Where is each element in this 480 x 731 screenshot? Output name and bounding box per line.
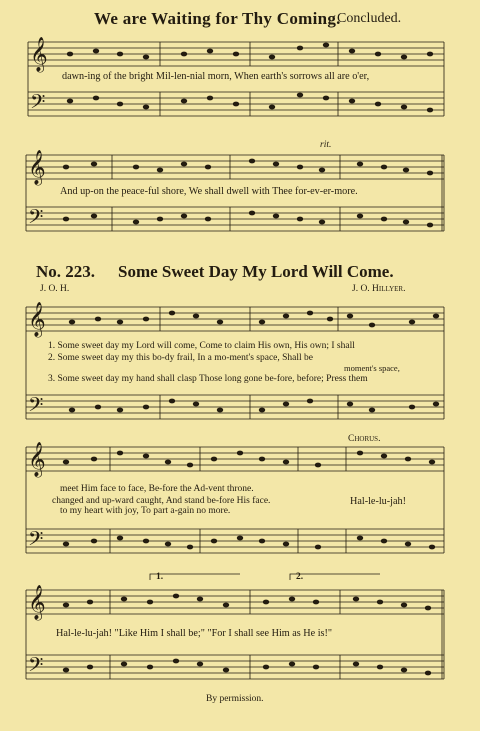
- svg-text:𝄞: 𝄞: [28, 585, 46, 620]
- composer: J. O. Hillyer.: [352, 284, 406, 294]
- chorus-label: Chorus.: [348, 434, 381, 444]
- verse2-line2: changed and up-ward caught, And stand be-fore His face.: [52, 496, 271, 506]
- lyricist: J. O. H.: [40, 284, 70, 294]
- verse2-above: moment's space,: [344, 363, 400, 373]
- hymn2-title: Some Sweet Day My Lord Will Come.: [118, 262, 394, 281]
- chorus-line1: Hal-le-lu-jah!: [350, 496, 407, 507]
- verse3-line1: 3. Some sweet day my hand shall clasp Those long gone be-fore, before; Press them: [48, 374, 368, 384]
- svg-text:𝄢: 𝄢: [28, 393, 44, 421]
- svg-text:𝄢: 𝄢: [28, 653, 44, 681]
- verse3-line2: to my heart with joy, To part a-gain no more.: [60, 506, 231, 516]
- hymn1-title: We are Waiting for Thy Coming.: [94, 9, 341, 28]
- footer-permission: By permission.: [206, 694, 264, 704]
- svg-text:𝄞: 𝄞: [28, 302, 46, 337]
- hymn-number: No. 223.: [36, 262, 96, 281]
- verse1-line2: meet Him face to face, Be-fore the Ad-vent throne.: [60, 484, 254, 494]
- hymn1-lyrics-line2: And up-on the peace-ful shore, We shall dwell with Thee for-ev-er-more.: [60, 186, 358, 197]
- hymn1-lyrics-line1: dawn-ing of the bright Mil-len-nial morn, When earth's sorrows all are o'er,: [62, 71, 370, 82]
- hymn1-status: Concluded.: [337, 11, 402, 26]
- tempo-mark: rit.: [320, 140, 332, 150]
- first-ending-mark: 1.: [156, 572, 164, 582]
- svg-text:𝄞: 𝄞: [28, 442, 46, 477]
- svg-text:𝄢: 𝄢: [30, 90, 46, 118]
- system-5: [26, 574, 444, 679]
- svg-text:𝄢: 𝄢: [28, 205, 44, 233]
- svg-text:𝄢: 𝄢: [28, 527, 44, 555]
- verse2-line1: 2. Some sweet day my this bo-dy frail, In a mo-ment's space, Shall be: [48, 353, 314, 363]
- svg-text:𝄞: 𝄞: [30, 37, 48, 72]
- svg-text:𝄞: 𝄞: [28, 150, 46, 185]
- verse1-line1: 1. Some sweet day my Lord will come, Come to claim His own, His own; I shall: [48, 341, 355, 351]
- second-ending-mark: 2.: [296, 572, 304, 582]
- chorus-line2: Hal-le-lu-jah! "Like Him I shall be;" "For I shall see Him as He is!": [56, 628, 333, 639]
